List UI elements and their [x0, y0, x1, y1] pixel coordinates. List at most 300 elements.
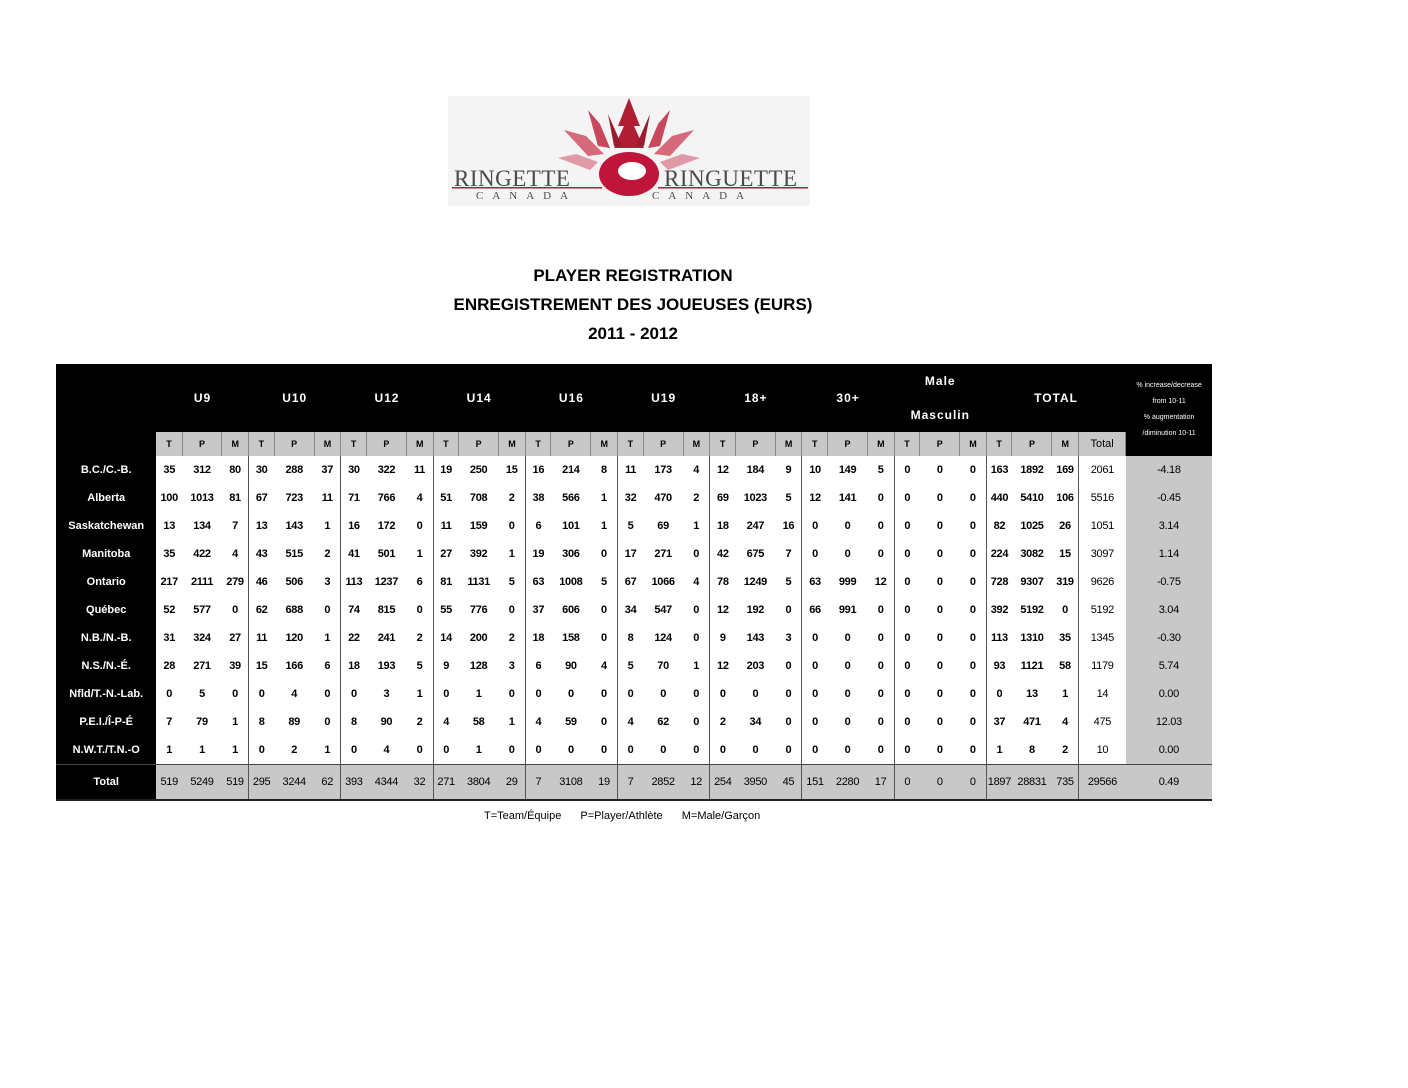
- subheader-p: P: [366, 432, 406, 456]
- data-cell: 2: [406, 624, 433, 652]
- data-cell: 12: [683, 765, 710, 801]
- data-cell: 0: [996, 688, 1003, 700]
- data-cell: 0: [752, 744, 759, 756]
- data-cell: 0: [936, 744, 943, 756]
- subheader-t: T: [341, 432, 367, 456]
- data-cell: 506: [285, 576, 303, 588]
- subheader-t: T: [802, 432, 828, 456]
- data-cell: 312: [193, 464, 211, 476]
- data-cell: 184: [746, 464, 765, 476]
- subheader-t: T: [156, 432, 182, 456]
- pct-change-cell: 12.03: [1126, 708, 1212, 736]
- data-cell: 5: [627, 520, 634, 532]
- data-cell: 0: [683, 624, 710, 652]
- data-cell: 16: [532, 464, 545, 476]
- data-cell: 422: [193, 548, 211, 560]
- data-cell: 193: [377, 660, 396, 672]
- data-cell: 0: [406, 736, 433, 765]
- data-cell: 34: [624, 604, 637, 616]
- table-row: [56, 484, 1212, 512]
- table-row: [56, 596, 1212, 624]
- data-cell: 30: [348, 464, 360, 476]
- data-cell: 1131: [467, 576, 490, 588]
- data-cell: 0: [904, 464, 911, 476]
- data-cell: 58: [472, 716, 485, 728]
- data-cell: 0: [960, 456, 987, 484]
- data-cell: 0: [683, 540, 710, 568]
- data-cell: 0: [222, 680, 249, 708]
- data-cell: 74: [348, 604, 360, 616]
- data-cell: 172: [377, 520, 396, 532]
- data-cell: 163: [990, 464, 1009, 476]
- data-cell: 11: [440, 520, 452, 532]
- subheader-p: P: [551, 432, 591, 456]
- data-cell: 1: [499, 708, 526, 736]
- data-cell: 0: [222, 596, 249, 624]
- province-name: Alberta: [56, 484, 156, 512]
- province-name: Saskatchewan: [56, 512, 156, 540]
- subheader-m: M: [868, 432, 895, 456]
- data-cell: 214: [562, 464, 580, 476]
- pct-change-cell: -0.30: [1126, 624, 1212, 652]
- data-cell: 271: [654, 548, 672, 560]
- data-cell: 0: [904, 520, 911, 532]
- data-cell: 43: [255, 548, 268, 560]
- data-cell: 3097: [1090, 548, 1115, 560]
- group-header-u16: U16: [525, 364, 617, 432]
- data-cell: 5: [406, 652, 433, 680]
- data-cell: 192: [746, 604, 765, 616]
- data-cell: 4: [406, 484, 433, 512]
- data-cell: 1237: [374, 576, 399, 588]
- province-name: Total: [56, 765, 156, 801]
- data-cell: 3: [314, 568, 341, 596]
- data-cell: 0: [775, 652, 802, 680]
- data-cell: 471: [1023, 716, 1041, 728]
- data-cell: 0: [166, 688, 173, 700]
- data-cell: 1: [683, 652, 710, 680]
- data-cell: 8: [627, 632, 634, 644]
- data-cell: 1892: [1020, 464, 1044, 476]
- data-cell: 0: [960, 624, 987, 652]
- data-cell: 0: [960, 596, 987, 624]
- data-cell: 7: [775, 540, 802, 568]
- data-cell: 70: [657, 660, 669, 672]
- data-cell: 2: [1052, 736, 1079, 765]
- subheader-m: M: [960, 432, 987, 456]
- data-cell: 4: [591, 652, 618, 680]
- subheader-m: M: [314, 432, 341, 456]
- data-cell: 0: [844, 744, 851, 756]
- table-row: [56, 736, 1212, 765]
- data-cell: 547: [654, 604, 672, 616]
- pct-change-cell: 0.00: [1126, 680, 1212, 708]
- pct-header-line: /diminution 10-11: [1142, 430, 1196, 437]
- data-cell: 224: [990, 548, 1009, 560]
- data-cell: 159: [469, 520, 488, 532]
- data-cell: 393: [341, 765, 367, 801]
- data-cell: 0: [499, 736, 526, 765]
- data-cell: 14: [440, 632, 452, 644]
- subheader-t: T: [525, 432, 551, 456]
- subheader-m: M: [591, 432, 618, 456]
- data-cell: 11: [256, 632, 268, 644]
- data-cell: 62: [657, 716, 669, 728]
- data-cell: 67: [255, 492, 268, 504]
- data-cell: 120: [285, 632, 303, 644]
- data-cell: 55: [440, 604, 452, 616]
- data-cell: 440: [990, 492, 1009, 504]
- data-cell: 577: [193, 604, 211, 616]
- data-cell: 9: [443, 660, 450, 672]
- data-cell: 3082: [1020, 548, 1044, 560]
- data-cell: 16: [775, 512, 802, 540]
- data-cell: 0: [812, 744, 818, 756]
- data-cell: 4: [683, 456, 710, 484]
- data-cell: 46: [255, 576, 268, 588]
- data-cell: 0: [904, 492, 911, 504]
- data-cell: 5: [775, 484, 802, 512]
- data-cell: 0: [1052, 596, 1079, 624]
- data-cell: 0: [936, 604, 943, 616]
- logo-wordmark-en: RINGETTE: [454, 166, 571, 191]
- data-cell: 991: [838, 604, 857, 616]
- data-cell: 728: [990, 576, 1009, 588]
- subheader-p: P: [643, 432, 683, 456]
- data-cell: 0: [904, 716, 911, 728]
- data-cell: 606: [562, 604, 580, 616]
- ringette-canada-logo: [448, 96, 810, 206]
- data-cell: 708: [469, 492, 488, 504]
- data-cell: 766: [377, 492, 396, 504]
- data-cell: 9626: [1090, 576, 1115, 588]
- data-cell: 19: [591, 765, 618, 801]
- data-cell: 0: [775, 680, 802, 708]
- table-row: [56, 708, 1212, 736]
- data-cell: 0: [719, 688, 726, 700]
- data-cell: 12: [717, 604, 729, 616]
- data-cell: 113: [345, 576, 363, 588]
- data-cell: 9307: [1020, 576, 1044, 588]
- data-cell: 0: [960, 736, 987, 765]
- data-cell: 5: [775, 568, 802, 596]
- data-cell: 17: [868, 765, 895, 801]
- legend-team: T=Team/Équipe: [484, 810, 562, 822]
- data-cell: 30: [255, 464, 268, 476]
- data-cell: 0: [314, 708, 341, 736]
- data-cell: 0: [844, 548, 851, 560]
- data-cell: 0: [499, 680, 526, 708]
- data-cell: 11: [406, 456, 433, 484]
- data-cell: 17: [624, 548, 637, 560]
- data-cell: 0: [868, 512, 895, 540]
- data-cell: 0: [868, 680, 895, 708]
- data-cell: 90: [380, 716, 393, 728]
- data-cell: 100: [160, 492, 178, 504]
- data-cell: 250: [469, 464, 488, 476]
- data-cell: 0: [844, 660, 851, 672]
- page-title: PLAYER REGISTRATION: [533, 266, 733, 285]
- province-header-blank: [56, 364, 156, 432]
- data-cell: 2: [406, 708, 433, 736]
- data-cell: 2: [683, 484, 710, 512]
- pct-header-line: % increase/decrease: [1136, 382, 1202, 389]
- data-cell: 79: [196, 716, 208, 728]
- province-name: Nfld/T.-N.-Lab.: [56, 680, 156, 708]
- data-cell: 2: [291, 744, 298, 756]
- data-cell: 0: [591, 596, 618, 624]
- data-cell: 0: [960, 484, 987, 512]
- data-cell: 0: [904, 576, 911, 588]
- data-cell: 723: [285, 492, 303, 504]
- data-cell: 35: [163, 464, 176, 476]
- data-cell: 0: [904, 632, 911, 644]
- data-cell: 1: [406, 540, 433, 568]
- province-name: B.C./C.-B.: [56, 456, 156, 484]
- data-cell: 0: [920, 765, 960, 801]
- data-cell: 470: [654, 492, 672, 504]
- data-cell: 15: [1052, 540, 1079, 568]
- data-cell: 37: [993, 716, 1006, 728]
- data-cell: 5: [591, 568, 618, 596]
- sub-header-row: [56, 432, 1212, 456]
- data-cell: 0: [591, 680, 618, 708]
- data-cell: 134: [193, 520, 211, 532]
- province-subheader-blank: [56, 432, 156, 456]
- province-name: N.S./N.-É.: [56, 652, 156, 680]
- data-cell: 32: [406, 765, 433, 801]
- data-cell: 4: [222, 540, 249, 568]
- data-cell: 15: [499, 456, 526, 484]
- data-cell: 4: [291, 688, 298, 700]
- data-cell: 0: [936, 520, 943, 532]
- data-cell: 1: [314, 624, 341, 652]
- data-cell: 2: [499, 484, 526, 512]
- subheader-m: M: [499, 432, 526, 456]
- data-cell: 0: [683, 680, 710, 708]
- data-cell: 1: [222, 708, 249, 736]
- data-cell: 815: [377, 604, 396, 616]
- subheader-m: M: [683, 432, 710, 456]
- subheader-p: P: [828, 432, 868, 456]
- data-cell: 241: [377, 632, 396, 644]
- data-cell: 27: [222, 624, 249, 652]
- data-cell: 151: [802, 765, 828, 801]
- subheader-t: T: [433, 432, 459, 456]
- data-cell: 0: [591, 736, 618, 765]
- data-cell: 3: [383, 688, 390, 700]
- data-cell: 0: [936, 548, 943, 560]
- data-cell: 0: [936, 492, 943, 504]
- data-cell: 3950: [735, 765, 775, 801]
- data-cell: 106: [1052, 484, 1079, 512]
- data-cell: 1121: [1020, 660, 1044, 672]
- data-cell: 0: [812, 688, 818, 700]
- data-cell: 0: [960, 708, 987, 736]
- data-cell: 34: [749, 716, 762, 728]
- data-cell: 519: [222, 765, 249, 801]
- data-cell: 14: [1096, 688, 1109, 700]
- data-cell: 1: [314, 512, 341, 540]
- data-cell: 0: [936, 464, 943, 476]
- data-cell: 0: [868, 484, 895, 512]
- pct-header-line: % augmentation: [1143, 414, 1195, 421]
- data-cell: 5: [199, 688, 205, 700]
- data-cell: 322: [377, 464, 396, 476]
- data-cell: 0: [868, 624, 895, 652]
- data-cell: 475: [1093, 716, 1112, 728]
- data-cell: 392: [469, 548, 488, 560]
- data-cell: 63: [532, 576, 545, 588]
- data-cell: 1310: [1020, 632, 1044, 644]
- data-cell: 3244: [274, 765, 314, 801]
- group-header-18plus: 18+: [710, 364, 802, 432]
- data-cell: 1023: [743, 492, 767, 504]
- data-cell: 0: [660, 744, 667, 756]
- province-name: Manitoba: [56, 540, 156, 568]
- data-cell: 1: [499, 540, 526, 568]
- data-cell: 1025: [1020, 520, 1044, 532]
- group-header-total: TOTAL: [986, 364, 1125, 432]
- data-cell: 501: [377, 548, 396, 560]
- data-cell: 6: [535, 520, 542, 532]
- data-cell: 5410: [1020, 492, 1044, 504]
- subheader-p: P: [459, 432, 499, 456]
- table-row: [56, 456, 1212, 484]
- data-cell: 5: [868, 456, 895, 484]
- data-cell: 66: [809, 604, 821, 616]
- logo-wordmark-fr: RINGUETTE: [664, 166, 798, 191]
- data-cell: 2280: [828, 765, 868, 801]
- data-cell: 0: [499, 596, 526, 624]
- data-cell: 2852: [643, 765, 683, 801]
- data-cell: 0: [936, 632, 943, 644]
- data-cell: 1013: [190, 492, 214, 504]
- data-cell: 6: [535, 660, 542, 672]
- table-total-row: [56, 765, 1212, 801]
- subheader-m: M: [1052, 432, 1079, 456]
- data-cell: 13: [163, 520, 176, 532]
- data-cell: 9: [719, 632, 726, 644]
- group-header-u12: U12: [341, 364, 433, 432]
- data-cell: 35: [163, 548, 176, 560]
- group-header-u9: U9: [156, 364, 248, 432]
- data-cell: 3: [499, 652, 526, 680]
- data-cell: 0: [868, 708, 895, 736]
- data-cell: 0: [844, 632, 851, 644]
- logo-subword-fr: CANADA: [652, 190, 754, 202]
- data-cell: 29: [499, 765, 526, 801]
- data-cell: 166: [285, 660, 303, 672]
- data-cell: 1897: [986, 765, 1012, 801]
- data-cell: 1: [591, 512, 618, 540]
- pct-change-cell: 3.14: [1126, 512, 1212, 540]
- data-cell: 93: [993, 660, 1006, 672]
- legend-male: M=Male/Garçon: [681, 810, 761, 822]
- data-cell: 515: [285, 548, 303, 560]
- data-cell: 18: [348, 660, 360, 672]
- data-cell: 0: [936, 716, 943, 728]
- data-cell: 0: [868, 596, 895, 624]
- data-cell: 247: [746, 520, 765, 532]
- data-cell: 0: [775, 596, 802, 624]
- data-cell: 19: [440, 464, 452, 476]
- logo-subword-en: CANADA: [476, 190, 578, 202]
- data-cell: 10: [809, 464, 821, 476]
- group-header-30plus: 30+: [802, 364, 894, 432]
- subheader-p: P: [182, 432, 222, 456]
- data-cell: 1: [1052, 680, 1079, 708]
- data-cell: 0: [960, 512, 987, 540]
- table-body: [56, 456, 1212, 800]
- data-cell: 12: [717, 464, 729, 476]
- data-cell: 10: [1096, 744, 1109, 756]
- data-cell: 128: [469, 660, 488, 672]
- data-cell: 0: [683, 708, 710, 736]
- data-cell: 0: [904, 548, 911, 560]
- table-row: [56, 680, 1212, 708]
- male-label: Male: [924, 374, 956, 388]
- group-header-u14: U14: [433, 364, 525, 432]
- data-cell: 62: [314, 765, 341, 801]
- subheader-p: P: [274, 432, 314, 456]
- data-cell: 82: [993, 520, 1006, 532]
- province-name: P.E.I./Î-P-É: [56, 708, 156, 736]
- data-cell: 8: [1029, 744, 1035, 756]
- subheader-p: P: [735, 432, 775, 456]
- data-cell: 124: [654, 632, 672, 644]
- data-cell: 217: [160, 576, 178, 588]
- table-row: [56, 652, 1212, 680]
- data-cell: 0: [868, 652, 895, 680]
- pct-change-cell: 1.14: [1126, 540, 1212, 568]
- data-cell: 0: [591, 624, 618, 652]
- data-cell: 143: [285, 520, 303, 532]
- data-cell: 71: [348, 492, 360, 504]
- data-cell: 0: [627, 688, 634, 700]
- data-cell: 69: [717, 492, 729, 504]
- province-name: Québec: [56, 596, 156, 624]
- data-cell: 0: [904, 660, 911, 672]
- legend-player: P=Player/Athlète: [580, 810, 663, 822]
- data-cell: 13: [1026, 688, 1038, 700]
- data-cell: 69: [657, 520, 669, 532]
- data-cell: 0: [960, 540, 987, 568]
- data-cell: 1: [406, 680, 433, 708]
- data-cell: 28831: [1012, 765, 1052, 801]
- data-cell: 0: [406, 596, 433, 624]
- legend: [484, 810, 776, 822]
- data-cell: 7: [222, 512, 249, 540]
- data-cell: 0: [314, 680, 341, 708]
- pct-change-cell: -0.75: [1126, 568, 1212, 596]
- data-cell: 4: [535, 716, 542, 728]
- data-cell: 9: [775, 456, 802, 484]
- page-title-french: ENREGISTREMENT DES JOUEUSES (EURS): [453, 295, 813, 314]
- table-row: [56, 568, 1212, 596]
- data-cell: 58: [1052, 652, 1079, 680]
- group-header-row: [56, 364, 1212, 432]
- data-cell: 45: [775, 765, 802, 801]
- data-cell: 3108: [551, 765, 591, 801]
- table-row: [56, 624, 1212, 652]
- data-cell: 1249: [743, 576, 767, 588]
- data-cell: 62: [255, 604, 268, 616]
- data-cell: 89: [288, 716, 300, 728]
- data-cell: 0: [567, 744, 574, 756]
- data-cell: 37: [314, 456, 341, 484]
- pct-change-cell: 5.74: [1126, 652, 1212, 680]
